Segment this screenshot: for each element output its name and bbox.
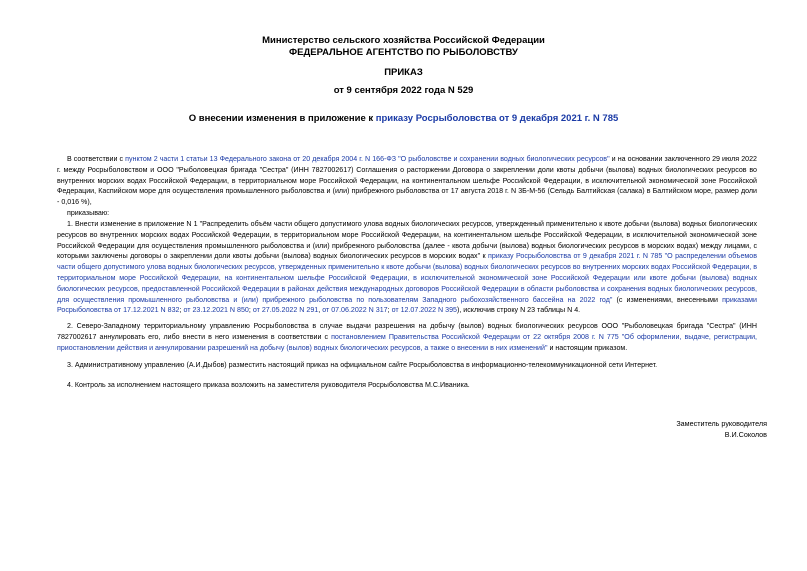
- document-date-number: от 9 сентября 2022 года N 529: [333, 85, 474, 96]
- item-4-paragraph: 4. Контроль за исполнением настоящего приказа возложить на заместителя руководителя Росрыболовства М.С.Иваника.: [67, 381, 470, 389]
- order-395-link[interactable]: от 12.07.2022 N 395: [391, 306, 457, 315]
- order-832-link[interactable]: приказами Росрыболовства от 17.12.2021 N 832: [57, 295, 757, 315]
- item-1-sep-4: ;: [387, 306, 392, 315]
- document-title: [0, 113, 807, 125]
- item-2-text: 2. Северо-Западному территориальному управлению Росрыболовства в случае выдачи разрешения на добычу (вылов) водных биологических ресурсов ООО "Рыболовецкая бригада "Сестра" (ИНН 7827002617 аннулировать его, либо внести в него изменения в соответствии с: [57, 322, 757, 341]
- order-291-link[interactable]: от 27.05.2022 N 291: [252, 306, 319, 315]
- item-1-paragraph: [57, 219, 757, 316]
- ministry-heading: Министерство сельского хозяйства Российской Федерации: [262, 35, 545, 46]
- item-3-paragraph: 3. Административному управлению (А.И.Дыбов) разместить настоящий приказ на официальном сайте Росрыболовства в информационно-телекоммуникационной сети Интернет.: [67, 361, 658, 369]
- item-2-text-end: и настоящим приказом.: [547, 343, 628, 352]
- item-1-text-end: ), исключив строку N 23 таблицы N 4.: [456, 306, 581, 315]
- signatory-name: В.И.Соколов: [724, 430, 767, 439]
- order-785-link[interactable]: приказу Росрыболовства от 9 декабря 2021 г. N 785 "О распределении объемов части общего допустимого улова водных биологических ресурсов, утвержденных применительно к квоте добычи (вылова) водных биологических ресурсов во внутренних морских водах Российской Федерации, в территориальном море Российской Федерации, на континентальном шельфе Российской Федерации, в исключительной экономической зоне Российской Федерации или квоте добычи (вылова) водных биологических ресурсов, предоставленной Российской Федерации в районах действия международных договоров Российской Федерации в области рыболовства и сохранения водных биологических ресурсов, для осуществления промышленного рыболовства и (или) прибрежного рыболовства по пользователям Западного рыбохозяйственного бассейна на 2022 год": [57, 252, 757, 304]
- document-type: ПРИКАЗ: [384, 67, 423, 78]
- item-1-text-2: (с изменениями, внесенными: [612, 295, 723, 304]
- order-317-link[interactable]: от 07.06.2022 N 317: [322, 306, 388, 315]
- preamble-text-2: и на основании заключенного 29 июля 2022 г. между Росрыболовством и ООО "Рыболовецкая бригада "Сестра" (ИНН 7827002617) Соглашения о расторжении Договора о закреплении доли квоты добычи (вылова) водных биологических ресурсов во внутренних морских водах Российской Федерации, в территориальном море Российской Федерации, на континентальном шельфе Российской Федерации, в исключительной экономической зоне Российской Федерации, Каспийском море для осуществления промышленного рыболовства и (или) прибрежного рыболовства от 17 августа 2018 г. N 3Б-М-56 (Сельдь Балтийская (салака) в Балтийском море, размер доли - 0,016 %),: [57, 155, 757, 207]
- order-850-link[interactable]: от 23.12.2021 N 850: [183, 306, 249, 315]
- government-decree-link[interactable]: постановлением Правительства Российской Федерации от 22 октября 2008 г. N 775 "Об оформлении, выдаче, регистрации, приостановлении действия и аннулировании разрешений на добычу (вылов) водных биологических ресурсов, а также о внесении в них изменений": [57, 332, 757, 352]
- item-1-sep-2: ;: [248, 306, 253, 315]
- item-2-paragraph: [57, 321, 757, 353]
- title-order-link[interactable]: приказу Росрыболовства от 9 декабря 2021 г. N 785: [375, 113, 619, 124]
- agency-heading: ФЕДЕРАЛЬНОЕ АГЕНТСТВО ПО РЫБОЛОВСТВУ: [289, 47, 518, 58]
- preamble-paragraph: [57, 154, 757, 208]
- item-1-text: 1. Внести изменение в приложение N 1 "Распределить объём части общего допустимого улова водных биологических ресурсов, утвержденный применительно к квоте добычи (вылова) водных биологических ресурсов во внутренних морских водах Российской Федерации, в территориальном море Российской Федерации, на континентальном шельфе Российской Федерации, в исключительной экономической зоне Российской Федерации для осуществления промышленного рыболовства и (или) прибрежного рыболовства (далее - квота добычи (вылова) водных биологических ресурсов в морских водах) между лицами, с которыми заключены договоры о закреплении доли квоты добычи (вылова) водных биологических ресурсов в морских водах" к: [57, 220, 757, 261]
- title-text: О внесении изменения в приложение к: [188, 113, 376, 124]
- item-1-sep-3: ,: [318, 306, 323, 315]
- signatory-position: Заместитель руководителя: [676, 419, 767, 428]
- order-word: приказываю:: [67, 209, 110, 217]
- federal-law-link[interactable]: пунктом 2 части 1 статьи 13 Федерального закона от 20 декабря 2004 г. N 166-ФЗ "О рыболовстве и сохранении водных биологических ресурсов": [125, 155, 610, 163]
- preamble-text-1: В соответствии с: [67, 155, 126, 163]
- item-1-sep-1: ;: [179, 306, 184, 315]
